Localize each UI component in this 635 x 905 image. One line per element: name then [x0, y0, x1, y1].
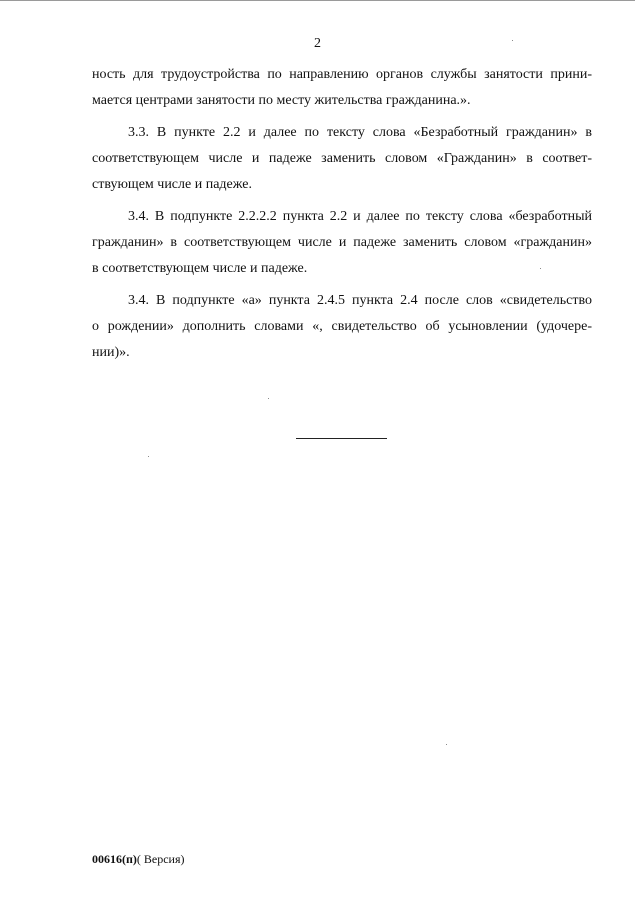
text-line: ствующем числе и падеже.: [92, 177, 252, 192]
text-line: 3.3. В пункте 2.2 и далее по тексту слова «Безработный гражданин» в: [128, 125, 592, 140]
paragraph-3-3: [92, 120, 592, 198]
scan-speck: [268, 398, 269, 399]
text-line: нии)».: [92, 345, 130, 360]
footer-document-code: [92, 852, 185, 867]
scan-speck: [148, 456, 149, 457]
scan-speck: [512, 40, 513, 41]
text-line: 3.4. В подпункте 2.2.2.2 пункта 2.2 и далее по тексту слова «безработный: [128, 209, 592, 224]
text-line: гражданин» в соответствующем числе и падеже заменить словом «гражданин»: [92, 235, 592, 250]
text-line: ность для трудоустройства по направлению органов службы занятости прини-: [92, 67, 592, 82]
end-of-text-rule: [296, 438, 387, 439]
scan-speck: [446, 744, 447, 745]
text-line: в соответствующем числе и падеже.: [92, 261, 308, 276]
scan-speck: [540, 268, 541, 269]
footer-version: ( Версия): [136, 852, 185, 866]
page-number: 2: [314, 36, 321, 51]
text-line: 3.4. В подпункте «а» пункта 2.4.5 пункта 2.4 после слов «свидетельство: [128, 293, 592, 308]
top-scan-edge-line: [0, 0, 635, 1]
paragraph-3-4-second: [92, 288, 592, 366]
text-line: соответствующем числе и падеже заменить словом «Гражданин» в соответ-: [92, 151, 592, 166]
document-body: [92, 62, 592, 366]
text-line: мается центрами занятости по месту жительства гражданина.».: [92, 93, 471, 108]
footer-code: 00616(п): [92, 852, 137, 866]
paragraph-continuation: [92, 62, 592, 114]
paragraph-3-4-first: [92, 204, 592, 282]
text-line: о рождении» дополнить словами «, свидетельство об усыновлении (удочере-: [92, 319, 592, 334]
